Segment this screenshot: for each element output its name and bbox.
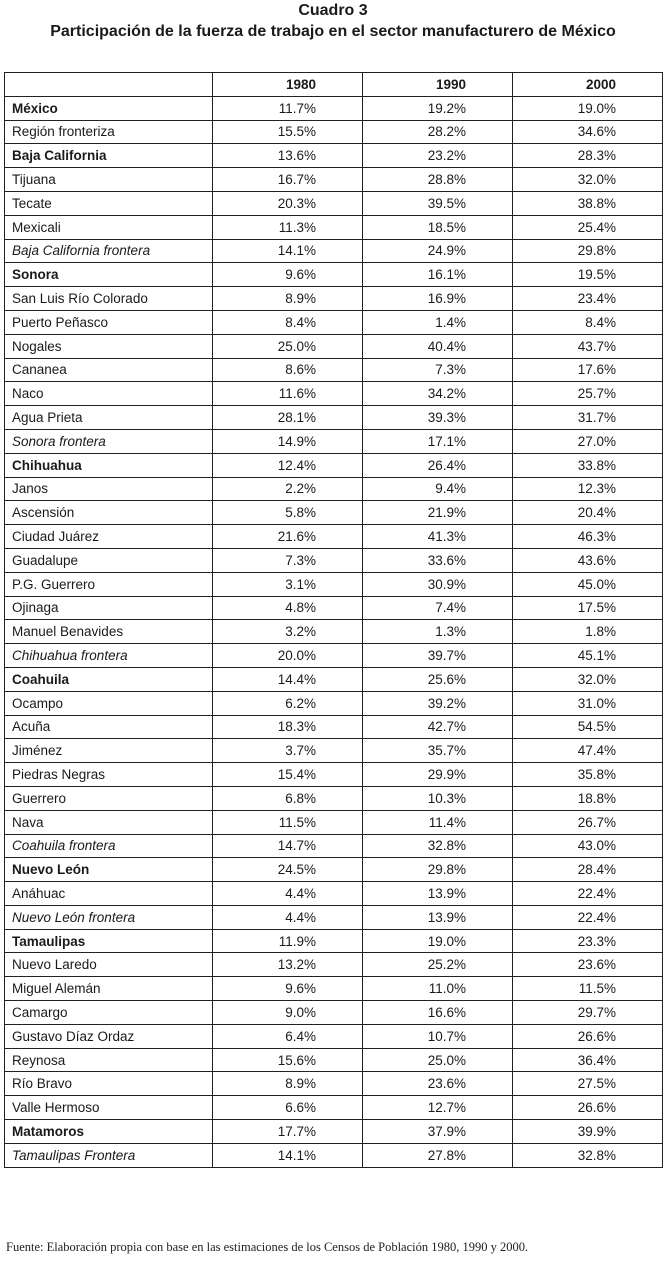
table-row	[5, 287, 663, 311]
value-1980-cell: 6.8%	[213, 786, 363, 810]
row-name-cell: San Luis Río Colorado	[5, 287, 213, 311]
value-1990-cell: 7.4%	[363, 596, 513, 620]
value-1990-cell: 21.9%	[363, 501, 513, 525]
table-row	[5, 572, 663, 596]
value-1990-cell: 11.0%	[363, 977, 513, 1001]
value-1990-cell: 10.7%	[363, 1024, 513, 1048]
table-row	[5, 644, 663, 668]
value-2000-cell: 39.9%	[513, 1120, 663, 1144]
row-name-cell: Miguel Alemán	[5, 977, 213, 1001]
table-row	[5, 120, 663, 144]
row-name-cell: Chihuahua frontera	[5, 644, 213, 668]
row-name-cell: Tamaulipas Frontera	[5, 1143, 213, 1167]
value-2000-cell: 23.4%	[513, 287, 663, 311]
value-1980-cell: 12.4%	[213, 453, 363, 477]
value-1980-cell: 14.1%	[213, 239, 363, 263]
value-1990-cell: 16.1%	[363, 263, 513, 287]
table-row	[5, 786, 663, 810]
source-note: Fuente: Elaboración propia con base en las estimaciones de los Censos de Población 1980, 1990 y 2000.	[6, 1240, 529, 1254]
value-2000-cell: 23.6%	[513, 953, 663, 977]
value-1990-cell: 25.2%	[363, 953, 513, 977]
value-1980-cell: 18.3%	[213, 715, 363, 739]
row-name-cell: Sonora frontera	[5, 429, 213, 453]
value-1990-cell: 11.4%	[363, 810, 513, 834]
value-1980-cell: 16.7%	[213, 168, 363, 192]
value-2000-cell: 19.0%	[513, 96, 663, 120]
row-name-cell: Nuevo Laredo	[5, 953, 213, 977]
value-2000-cell: 11.5%	[513, 977, 663, 1001]
table-row	[5, 1072, 663, 1096]
column-header-name	[5, 73, 213, 97]
table-row	[5, 168, 663, 192]
value-1980-cell: 20.3%	[213, 191, 363, 215]
value-1990-cell: 35.7%	[363, 739, 513, 763]
row-name-cell: Puerto Peñasco	[5, 310, 213, 334]
value-2000-cell: 26.6%	[513, 1024, 663, 1048]
value-2000-cell: 25.7%	[513, 382, 663, 406]
row-name-cell: Nuevo León frontera	[5, 905, 213, 929]
value-1990-cell: 25.0%	[363, 1048, 513, 1072]
value-1990-cell: 12.7%	[363, 1096, 513, 1120]
value-1990-cell: 28.2%	[363, 120, 513, 144]
value-1980-cell: 11.5%	[213, 810, 363, 834]
value-2000-cell: 28.4%	[513, 858, 663, 882]
value-1980-cell: 11.6%	[213, 382, 363, 406]
table-row	[5, 548, 663, 572]
value-2000-cell: 45.0%	[513, 572, 663, 596]
row-name-cell: Ciudad Juárez	[5, 525, 213, 549]
value-2000-cell: 29.8%	[513, 239, 663, 263]
value-1990-cell: 39.3%	[363, 406, 513, 430]
row-name-cell: Río Bravo	[5, 1072, 213, 1096]
table-row	[5, 453, 663, 477]
table-row	[5, 882, 663, 906]
value-1980-cell: 24.5%	[213, 858, 363, 882]
table-body	[5, 96, 663, 1167]
value-1990-cell: 1.3%	[363, 620, 513, 644]
data-table	[4, 72, 663, 1168]
value-1990-cell: 33.6%	[363, 548, 513, 572]
table-row	[5, 763, 663, 787]
value-2000-cell: 20.4%	[513, 501, 663, 525]
value-1980-cell: 8.9%	[213, 287, 363, 311]
table-row	[5, 1096, 663, 1120]
row-name-cell: Manuel Benavides	[5, 620, 213, 644]
value-1980-cell: 15.4%	[213, 763, 363, 787]
value-2000-cell: 46.3%	[513, 525, 663, 549]
row-name-cell: Agua Prieta	[5, 406, 213, 430]
table-row	[5, 1048, 663, 1072]
value-2000-cell: 1.8%	[513, 620, 663, 644]
value-1980-cell: 6.2%	[213, 691, 363, 715]
value-1990-cell: 39.5%	[363, 191, 513, 215]
value-1990-cell: 29.9%	[363, 763, 513, 787]
value-2000-cell: 25.4%	[513, 215, 663, 239]
table-caption	[0, 2, 666, 41]
value-1980-cell: 4.4%	[213, 905, 363, 929]
column-header-1980: 1980	[213, 73, 363, 97]
value-1980-cell: 7.3%	[213, 548, 363, 572]
value-1990-cell: 7.3%	[363, 358, 513, 382]
value-1980-cell: 8.9%	[213, 1072, 363, 1096]
value-1990-cell: 1.4%	[363, 310, 513, 334]
value-2000-cell: 27.0%	[513, 429, 663, 453]
value-2000-cell: 32.0%	[513, 667, 663, 691]
table-row	[5, 406, 663, 430]
value-1990-cell: 10.3%	[363, 786, 513, 810]
table-row	[5, 905, 663, 929]
row-name-cell: Guerrero	[5, 786, 213, 810]
row-name-cell: Anáhuac	[5, 882, 213, 906]
table-row	[5, 596, 663, 620]
value-1980-cell: 9.6%	[213, 977, 363, 1001]
row-name-cell: Ojinaga	[5, 596, 213, 620]
row-name-cell: Piedras Negras	[5, 763, 213, 787]
table-row	[5, 667, 663, 691]
row-name-cell: Coahuila frontera	[5, 834, 213, 858]
value-2000-cell: 38.8%	[513, 191, 663, 215]
value-1980-cell: 11.7%	[213, 96, 363, 120]
row-name-cell: Janos	[5, 477, 213, 501]
table-row	[5, 501, 663, 525]
table-row	[5, 239, 663, 263]
row-name-cell: Guadalupe	[5, 548, 213, 572]
value-1980-cell: 9.0%	[213, 1001, 363, 1025]
table-header-row	[5, 73, 663, 97]
value-2000-cell: 26.7%	[513, 810, 663, 834]
row-name-cell: Tamaulipas	[5, 929, 213, 953]
value-2000-cell: 19.5%	[513, 263, 663, 287]
row-name-cell: Chihuahua	[5, 453, 213, 477]
row-name-cell: Tecate	[5, 191, 213, 215]
value-1980-cell: 14.9%	[213, 429, 363, 453]
table-row	[5, 334, 663, 358]
value-1990-cell: 39.7%	[363, 644, 513, 668]
value-2000-cell: 47.4%	[513, 739, 663, 763]
value-1980-cell: 17.7%	[213, 1120, 363, 1144]
row-name-cell: Baja California frontera	[5, 239, 213, 263]
value-2000-cell: 33.8%	[513, 453, 663, 477]
value-2000-cell: 45.1%	[513, 644, 663, 668]
value-2000-cell: 22.4%	[513, 905, 663, 929]
row-name-cell: Ascensión	[5, 501, 213, 525]
table-subtitle: Participación de la fuerza de trabajo en el sector manufacturero de México	[50, 23, 616, 40]
value-1990-cell: 19.2%	[363, 96, 513, 120]
value-1980-cell: 8.4%	[213, 310, 363, 334]
value-1990-cell: 39.2%	[363, 691, 513, 715]
value-2000-cell: 43.0%	[513, 834, 663, 858]
value-1990-cell: 29.8%	[363, 858, 513, 882]
table-row	[5, 263, 663, 287]
value-2000-cell: 23.3%	[513, 929, 663, 953]
value-1990-cell: 34.2%	[363, 382, 513, 406]
value-2000-cell: 32.8%	[513, 1143, 663, 1167]
value-1980-cell: 20.0%	[213, 644, 363, 668]
row-name-cell: Nuevo León	[5, 858, 213, 882]
value-2000-cell: 31.0%	[513, 691, 663, 715]
row-name-cell: México	[5, 96, 213, 120]
value-1980-cell: 4.8%	[213, 596, 363, 620]
value-1990-cell: 23.2%	[363, 144, 513, 168]
value-2000-cell: 34.6%	[513, 120, 663, 144]
value-1990-cell: 32.8%	[363, 834, 513, 858]
row-name-cell: Jiménez	[5, 739, 213, 763]
column-header-2000: 2000	[513, 73, 663, 97]
value-1990-cell: 26.4%	[363, 453, 513, 477]
row-name-cell: Nogales	[5, 334, 213, 358]
row-name-cell: Reynosa	[5, 1048, 213, 1072]
value-1980-cell: 13.2%	[213, 953, 363, 977]
table-row	[5, 358, 663, 382]
value-2000-cell: 32.0%	[513, 168, 663, 192]
value-2000-cell: 12.3%	[513, 477, 663, 501]
value-1990-cell: 23.6%	[363, 1072, 513, 1096]
column-header-1990: 1990	[363, 73, 513, 97]
table-row	[5, 620, 663, 644]
row-name-cell: Gustavo Díaz Ordaz	[5, 1024, 213, 1048]
row-name-cell: P.G. Guerrero	[5, 572, 213, 596]
value-1980-cell: 14.4%	[213, 667, 363, 691]
table-title: Cuadro 3	[298, 2, 368, 19]
value-2000-cell: 54.5%	[513, 715, 663, 739]
table-row	[5, 1143, 663, 1167]
table-row	[5, 144, 663, 168]
table-row	[5, 810, 663, 834]
row-name-cell: Nava	[5, 810, 213, 834]
table-row	[5, 834, 663, 858]
value-1990-cell: 24.9%	[363, 239, 513, 263]
table-row	[5, 1001, 663, 1025]
row-name-cell: Matamoros	[5, 1120, 213, 1144]
value-1990-cell: 13.9%	[363, 882, 513, 906]
value-1980-cell: 9.6%	[213, 263, 363, 287]
table-row	[5, 1120, 663, 1144]
value-1990-cell: 25.6%	[363, 667, 513, 691]
value-1990-cell: 40.4%	[363, 334, 513, 358]
value-1990-cell: 16.9%	[363, 287, 513, 311]
value-1980-cell: 6.4%	[213, 1024, 363, 1048]
value-1980-cell: 6.6%	[213, 1096, 363, 1120]
value-1990-cell: 41.3%	[363, 525, 513, 549]
table-row	[5, 191, 663, 215]
value-1980-cell: 3.1%	[213, 572, 363, 596]
table-row	[5, 858, 663, 882]
value-1990-cell: 28.8%	[363, 168, 513, 192]
value-1980-cell: 21.6%	[213, 525, 363, 549]
value-2000-cell: 26.6%	[513, 1096, 663, 1120]
value-1980-cell: 14.1%	[213, 1143, 363, 1167]
value-2000-cell: 18.8%	[513, 786, 663, 810]
table-row	[5, 977, 663, 1001]
table-row	[5, 525, 663, 549]
row-name-cell: Sonora	[5, 263, 213, 287]
row-name-cell: Acuña	[5, 715, 213, 739]
table-row	[5, 382, 663, 406]
value-1990-cell: 13.9%	[363, 905, 513, 929]
value-1980-cell: 8.6%	[213, 358, 363, 382]
row-name-cell: Naco	[5, 382, 213, 406]
value-1990-cell: 37.9%	[363, 1120, 513, 1144]
row-name-cell: Camargo	[5, 1001, 213, 1025]
value-2000-cell: 8.4%	[513, 310, 663, 334]
value-1980-cell: 11.9%	[213, 929, 363, 953]
value-2000-cell: 17.5%	[513, 596, 663, 620]
value-1980-cell: 11.3%	[213, 215, 363, 239]
value-2000-cell: 31.7%	[513, 406, 663, 430]
value-1980-cell: 3.2%	[213, 620, 363, 644]
table-row	[5, 215, 663, 239]
row-name-cell: Valle Hermoso	[5, 1096, 213, 1120]
value-1980-cell: 4.4%	[213, 882, 363, 906]
table-row	[5, 429, 663, 453]
value-1980-cell: 28.1%	[213, 406, 363, 430]
value-2000-cell: 27.5%	[513, 1072, 663, 1096]
value-1990-cell: 9.4%	[363, 477, 513, 501]
value-1980-cell: 5.8%	[213, 501, 363, 525]
value-1980-cell: 14.7%	[213, 834, 363, 858]
value-2000-cell: 17.6%	[513, 358, 663, 382]
row-name-cell: Región fronteriza	[5, 120, 213, 144]
value-1980-cell: 3.7%	[213, 739, 363, 763]
value-1990-cell: 19.0%	[363, 929, 513, 953]
table-row	[5, 96, 663, 120]
table-row	[5, 477, 663, 501]
value-1980-cell: 15.5%	[213, 120, 363, 144]
table-row	[5, 929, 663, 953]
table-row	[5, 739, 663, 763]
value-1990-cell: 30.9%	[363, 572, 513, 596]
table-row	[5, 1024, 663, 1048]
value-1990-cell: 17.1%	[363, 429, 513, 453]
value-2000-cell: 22.4%	[513, 882, 663, 906]
table-row	[5, 715, 663, 739]
value-2000-cell: 36.4%	[513, 1048, 663, 1072]
value-2000-cell: 29.7%	[513, 1001, 663, 1025]
value-1980-cell: 13.6%	[213, 144, 363, 168]
value-2000-cell: 35.8%	[513, 763, 663, 787]
row-name-cell: Baja California	[5, 144, 213, 168]
table-row	[5, 953, 663, 977]
row-name-cell: Ocampo	[5, 691, 213, 715]
value-1980-cell: 2.2%	[213, 477, 363, 501]
value-2000-cell: 28.3%	[513, 144, 663, 168]
value-2000-cell: 43.7%	[513, 334, 663, 358]
value-1980-cell: 15.6%	[213, 1048, 363, 1072]
table-row	[5, 691, 663, 715]
value-1990-cell: 16.6%	[363, 1001, 513, 1025]
value-1990-cell: 42.7%	[363, 715, 513, 739]
row-name-cell: Mexicali	[5, 215, 213, 239]
row-name-cell: Coahuila	[5, 667, 213, 691]
value-1980-cell: 25.0%	[213, 334, 363, 358]
value-1990-cell: 27.8%	[363, 1143, 513, 1167]
value-2000-cell: 43.6%	[513, 548, 663, 572]
value-1990-cell: 18.5%	[363, 215, 513, 239]
row-name-cell: Tijuana	[5, 168, 213, 192]
table-row	[5, 310, 663, 334]
row-name-cell: Cananea	[5, 358, 213, 382]
